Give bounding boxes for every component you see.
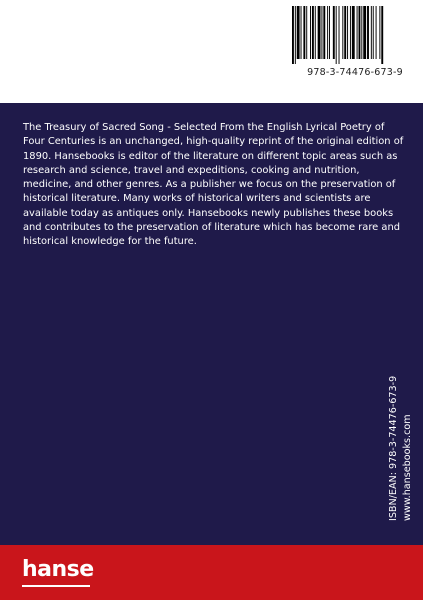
barcode-bar <box>363 6 366 59</box>
barcode-bar <box>339 6 340 64</box>
barcode-bar <box>333 6 335 59</box>
barcode-bar <box>303 6 305 59</box>
barcode-bar <box>376 6 377 59</box>
barcode-bar <box>352 6 355 59</box>
barcode-bar <box>350 6 351 59</box>
book-description: The Treasury of Sacred Song - Selected From the English Lyrical Poetry of Four Centuries is an unchanged, high-quality reprint of the original edition of 1890. Hansebooks is editor of the literature on different topic areas such as research and science, travel and expeditions, cooking and nutrition, medicine, and other genres. As a publisher we focus on the preservation of historical literature. Many works of historical writers and scientists are available today as antiques only. Hansebooks newly publishes these books and contributes to the preservation of literature which has become rare and historical knowledge for the future. <box>23 122 404 248</box>
vertical-publisher-info <box>387 376 415 521</box>
barcode-bar <box>373 6 374 59</box>
barcode-number: 978-3-74476-673-9 <box>307 67 403 78</box>
barcode <box>286 6 418 78</box>
barcode-bar <box>297 6 300 59</box>
back-cover-panel <box>0 103 423 545</box>
barcode-bars <box>290 6 418 64</box>
isbn-label: ISBN/EAN: 978-3-74476-673-9 <box>388 375 399 521</box>
barcode-bar <box>379 6 380 59</box>
barcode-bar <box>344 6 346 59</box>
hanse-logo: hanse <box>22 557 94 582</box>
top-white-band <box>0 0 423 103</box>
barcode-bar <box>318 6 321 59</box>
barcode-bar <box>329 6 330 59</box>
barcode-bar <box>327 6 328 59</box>
barcode-bar <box>310 6 311 59</box>
publisher-footer <box>0 545 423 600</box>
barcode-bar <box>312 6 314 59</box>
barcode-bar <box>301 6 302 59</box>
website-label: www.hansebooks.com <box>402 414 413 521</box>
barcode-bar <box>315 6 316 59</box>
barcode-bar <box>306 6 307 59</box>
logo-underline <box>22 585 90 587</box>
barcode-bar <box>347 6 348 59</box>
barcode-bar <box>323 6 325 59</box>
barcode-bar <box>342 6 343 59</box>
barcode-bar <box>336 6 337 64</box>
barcode-bar <box>371 6 372 59</box>
barcode-bar <box>295 6 296 64</box>
barcode-bar <box>292 6 294 64</box>
barcode-bar <box>361 6 362 59</box>
barcode-bar <box>381 6 383 64</box>
barcode-bar <box>359 6 361 59</box>
barcode-bar <box>357 6 358 59</box>
barcode-bar <box>321 6 322 59</box>
barcode-bar <box>367 6 369 59</box>
